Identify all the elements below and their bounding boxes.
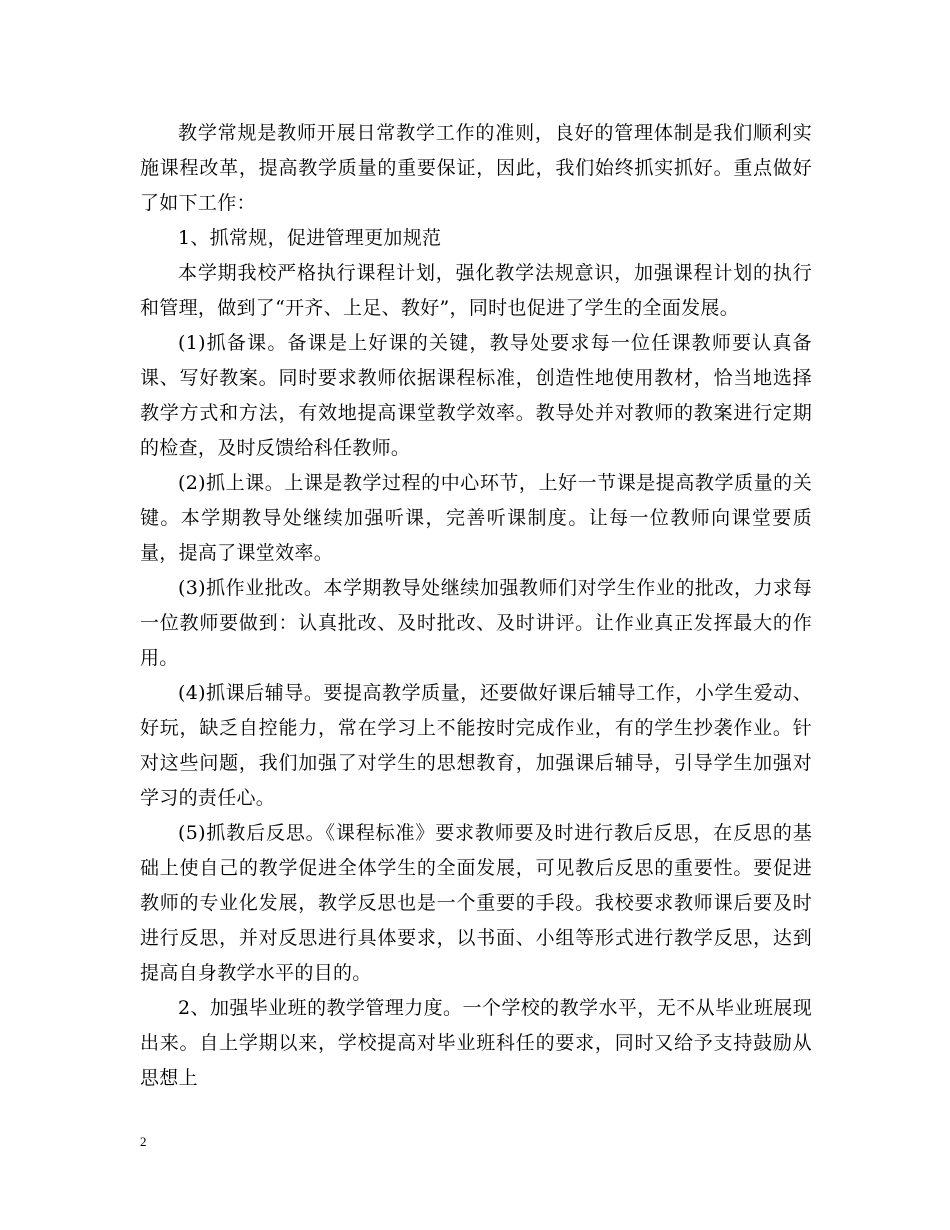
page-number: 2 [140, 1134, 147, 1149]
lesson-prep-paragraph: (1)抓备课。备课是上好课的关键，教导处要求每一位任课教师要认真备课、写好教案。同时要求教师依据课程标准，创造性地使用教材，恰当地选择教学方式和方法，有效地提高课堂教学效率。教导处并对教师的教案进行定期的检查，及时反馈给科任教师。 [140, 332, 812, 459]
intro-paragraph: 教学常规是教师开展日常教学工作的准则，良好的管理体制是我们顺利实施课程改革，提高教学质量的重要保证，因此，我们始终抓实抓好。重点做好了如下工作： [140, 122, 812, 214]
class-teaching-paragraph: (2)抓上课。上课是教学过程的中心环节，上好一节课是提高教学质量的关键。本学期教导处继续加强听课，完善听课制度。让每一位教师向课堂要质量，提高了课堂效率。 [140, 472, 812, 564]
section-heading-2-paragraph: 2、加强毕业班的教学管理力度。一个学校的教学水平，无不从毕业班展现出来。自上学期以来，学校提高对毕业班科任的要求，同时又给予支持鼓励从思想上 [140, 997, 812, 1089]
curriculum-paragraph: 本学期我校严格执行课程计划，强化教学法规意识，加强课程计划的执行和管理，做到了“开齐、上足、教好”，同时也促进了学生的全面发展。 [140, 262, 812, 319]
tutoring-paragraph: (4)抓课后辅导。要提高教学质量，还要做好课后辅导工作，小学生爱动、好玩，缺乏自控能力，常在学习上不能按时完成作业，有的学生抄袭作业。针对这些问题，我们加强了对学生的思想教育，加强课后辅导，引导学生加强对学习的责任心。 [140, 682, 812, 809]
homework-paragraph: (3)抓作业批改。本学期教导处继续加强教师们对学生作业的批改，力求每一位教师要做到：认真批改、及时批改、及时讲评。让作业真正发挥最大的作用。 [140, 577, 812, 669]
reflection-paragraph: (5)抓教后反思。《课程标准》要求教师要及时进行教后反思，在反思的基础上使自己的教学促进全体学生的全面发展，可见教后反思的重要性。要促进教师的专业化发展，教学反思也是一个重要的手段。我校要求教师课后要及时进行反思，并对反思进行具体要求，以书面、小组等形式进行教学反思，达到提高自身教学水平的目的。 [140, 822, 812, 984]
document-body [140, 116, 812, 1096]
section-heading-1: 1、抓常规，促进管理更加规范 [178, 227, 442, 249]
